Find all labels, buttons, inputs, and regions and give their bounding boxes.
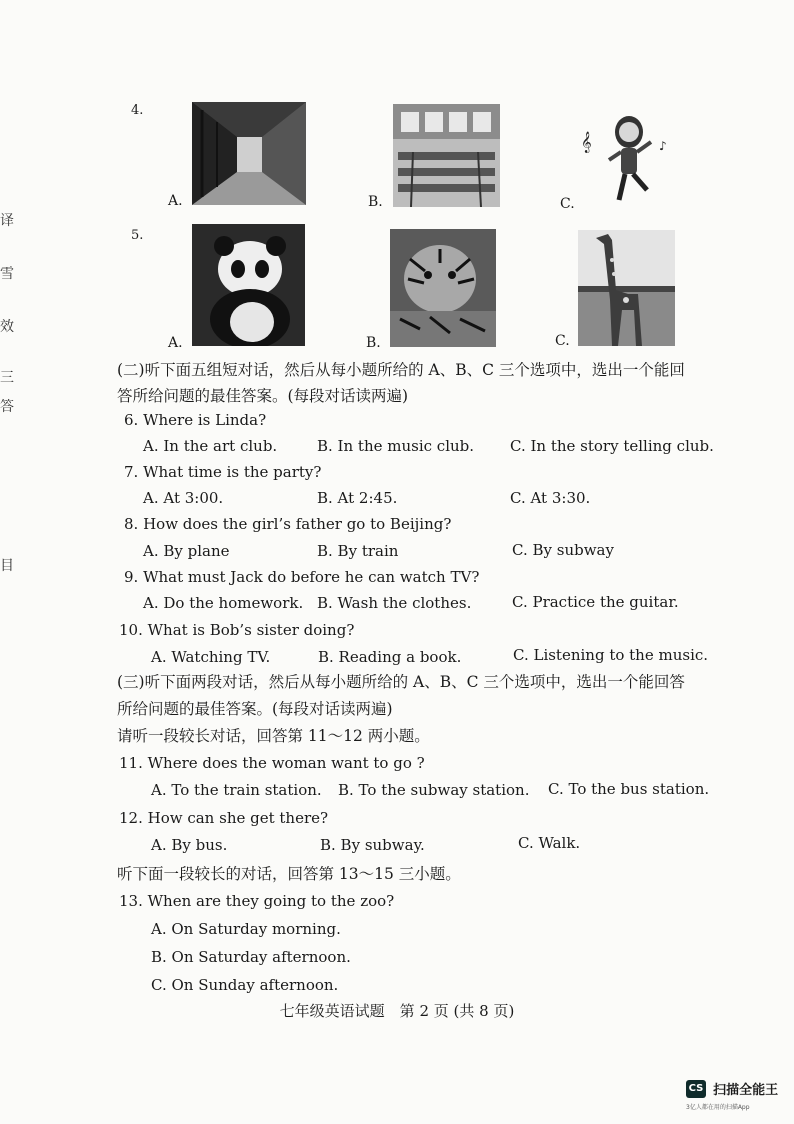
option-a: A. On Saturday morning. bbox=[151, 920, 341, 938]
option-c: C. Listening to the music. bbox=[513, 646, 709, 664]
question-text: 13. When are they going to the zoo? bbox=[119, 892, 395, 910]
question-number: 4. bbox=[131, 103, 144, 118]
panda-photo-icon bbox=[192, 224, 305, 346]
svg-text:𝄞: 𝄞 bbox=[581, 132, 592, 153]
margin-char: 雪 bbox=[0, 266, 14, 282]
option-c: C. On Sunday afternoon. bbox=[151, 976, 339, 994]
option-a: A. Watching TV. bbox=[151, 648, 271, 666]
section-heading: (三)听下面两段对话，然后从每小题所给的 A、B、C 三个选项中，选出一个能回答 bbox=[117, 673, 685, 691]
option-c: C. In the story telling club. bbox=[510, 437, 714, 455]
option-c: C. At 3:30. bbox=[510, 489, 591, 507]
margin-char: 目 bbox=[0, 558, 14, 574]
scanner-watermark bbox=[686, 1078, 779, 1111]
option-c: C. By subway bbox=[512, 541, 614, 559]
question-text: 12. How can she get there? bbox=[119, 809, 329, 827]
option-c: C. Practice the guitar. bbox=[512, 593, 679, 611]
option-letter: A. bbox=[168, 193, 183, 209]
giraffe-photo-icon bbox=[578, 230, 675, 346]
question-number: 5. bbox=[131, 228, 144, 243]
section-heading: 所给问题的最佳答案。(每段对话读两遍) bbox=[117, 700, 393, 718]
margin-char: 译 bbox=[0, 213, 14, 229]
margin-char: 效 bbox=[0, 319, 14, 335]
question-text: 6. Where is Linda? bbox=[124, 411, 267, 429]
option-c: C. To the bus station. bbox=[548, 780, 710, 798]
option-b: B. On Saturday afternoon. bbox=[151, 948, 351, 966]
section-heading: (二)听下面五组短对话，然后从每小题所给的 A、B、C 三个选项中，选出一个能回 bbox=[117, 361, 685, 379]
option-b: B. In the music club. bbox=[317, 437, 475, 455]
option-letter: C. bbox=[555, 333, 570, 349]
listening-instruction: 听下面一段较长的对话，回答第 13～15 三小题。 bbox=[117, 865, 461, 883]
question-text: 7. What time is the party? bbox=[124, 463, 322, 481]
watermark-name: 扫描全能王 bbox=[713, 1083, 779, 1098]
option-b: B. At 2:45. bbox=[317, 489, 398, 507]
watermark-subtitle: 3亿人都在用的扫描App bbox=[686, 1104, 750, 1111]
listening-instruction: 请听一段较长对话，回答第 11～12 两小题。 bbox=[117, 727, 430, 745]
section-heading: 答所给问题的最佳答案。(每段对话读两遍) bbox=[117, 387, 409, 405]
margin-char: 三 bbox=[0, 370, 14, 386]
question-text: 9. What must Jack do before he can watch TV? bbox=[124, 568, 480, 586]
corridor-photo-icon bbox=[192, 102, 306, 205]
option-b: B. Wash the clothes. bbox=[317, 594, 472, 612]
option-b: B. To the subway station. bbox=[338, 781, 530, 799]
option-a: A. By bus. bbox=[151, 836, 228, 854]
option-letter: B. bbox=[368, 194, 383, 210]
option-b: B. By train bbox=[317, 542, 399, 560]
margin-char: 答 bbox=[0, 399, 14, 415]
option-letter: A. bbox=[168, 335, 183, 351]
question-text: 10. What is Bob’s sister doing? bbox=[119, 621, 355, 639]
option-a: A. In the art club. bbox=[143, 437, 278, 455]
question-text: 8. How does the girl’s father go to Beijing? bbox=[124, 515, 452, 533]
option-letter: B. bbox=[366, 335, 381, 351]
option-a: A. To the train station. bbox=[151, 781, 322, 799]
girl-singing-cartoon-icon bbox=[581, 110, 673, 204]
camscanner-logo-icon: CS bbox=[686, 1080, 706, 1098]
svg-text:♪: ♪ bbox=[659, 139, 667, 153]
option-a: A. At 3:00. bbox=[143, 489, 224, 507]
option-letter: C. bbox=[560, 196, 575, 212]
option-b: B. By subway. bbox=[320, 836, 425, 854]
classroom-photo-icon bbox=[393, 104, 500, 207]
option-b: B. Reading a book. bbox=[318, 648, 462, 666]
question-text: 11. Where does the woman want to go ? bbox=[119, 754, 425, 772]
option-a: A. By plane bbox=[143, 542, 230, 560]
option-a: A. Do the homework. bbox=[143, 594, 304, 612]
tiger-photo-icon bbox=[390, 229, 496, 347]
page-footer: 七年级英语试题 第 2 页 (共 8 页) bbox=[279, 1002, 515, 1020]
option-c: C. Walk. bbox=[518, 834, 581, 852]
